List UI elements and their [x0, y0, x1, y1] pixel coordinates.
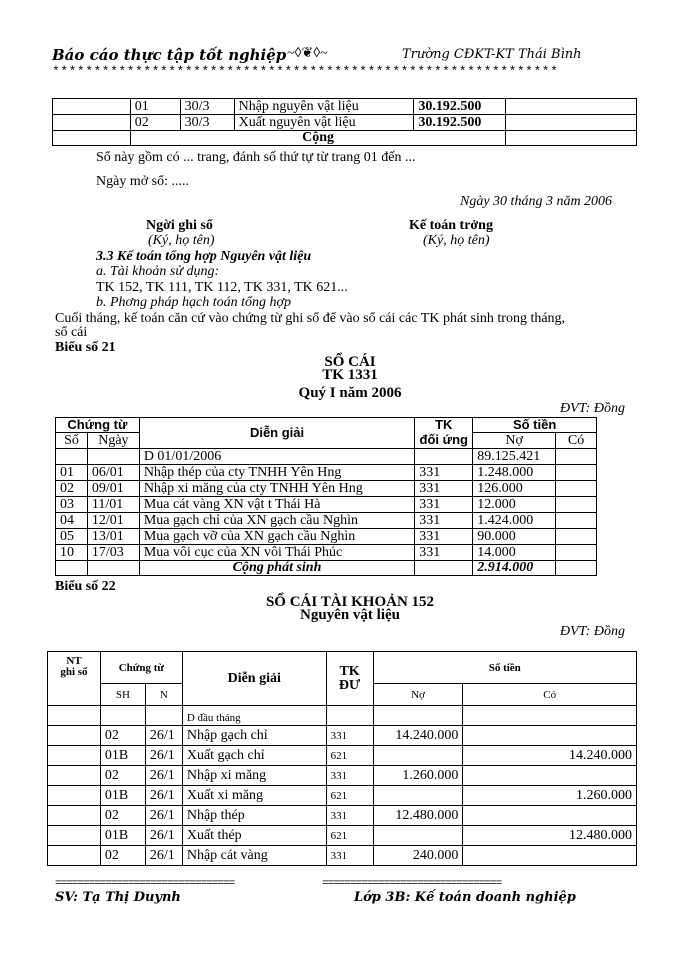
header-credit: Có	[463, 684, 637, 706]
row-tk: 621	[326, 826, 373, 846]
subsection-b: b. Phơng pháp hạch toán tổng hợp	[96, 295, 291, 310]
row-debit: 90.000	[473, 529, 556, 545]
row-sh: 02	[100, 766, 145, 786]
header-tk-line1: TK	[339, 663, 360, 679]
ledger22-subtitle: Nguyên vật liệu	[299, 607, 400, 623]
row-credit	[463, 726, 637, 746]
header-nt-line2: ghi sổ	[60, 666, 88, 678]
table-row	[48, 706, 637, 726]
total-debit: 2.914.000	[473, 561, 556, 576]
table-row	[48, 786, 637, 806]
header-debit: Nợ	[373, 684, 463, 706]
footer-rule-right: ================================	[322, 878, 502, 890]
header-credit: Có	[556, 433, 597, 449]
accounts-list: TK 152, TK 111, TK 112, TK 331, TK 621...	[96, 280, 348, 295]
row-desc: Mua cát vàng XN vật t Thái Hà	[139, 497, 414, 513]
ledger21-account: TK 1331	[322, 367, 378, 383]
header-description: Diễn giải	[139, 418, 414, 449]
signer-right-sub: (Ký, họ tên)	[423, 233, 490, 248]
row-credit	[463, 846, 637, 866]
ledger21-table	[55, 417, 597, 576]
row-tk: 331	[415, 465, 473, 481]
table-row	[48, 826, 637, 846]
row-debit	[373, 786, 463, 806]
row-tk: 331	[415, 545, 473, 561]
row-n: 26/1	[145, 806, 182, 826]
row-no: 02	[56, 481, 88, 497]
row-desc: Nhập xi măng của cty TNHH Yên Hng	[139, 481, 414, 497]
row-date: 30/3	[180, 115, 234, 131]
footer-rule-left: ================================	[55, 878, 235, 890]
row-desc: Nhập cát vàng	[182, 846, 326, 866]
subsection-a: a. Tài khoản sử dụng:	[96, 264, 220, 279]
footer-class: Lớp 3B: Kế toán doanh nghiệp	[354, 890, 576, 905]
header-nt-line1: NT	[66, 655, 82, 667]
table-row	[48, 746, 637, 766]
header-star-rule: *************************************************************	[52, 64, 559, 79]
row-date: 13/01	[87, 529, 139, 545]
row-desc: Nhập gạch chỉ	[182, 726, 326, 746]
row-sh: 01B	[100, 826, 145, 846]
row-tk: 331	[326, 766, 373, 786]
header-ornament-icon: ~◊❦◊~	[287, 46, 328, 61]
header-tk-contra: đối ứng	[415, 433, 473, 449]
row-tk: 331	[326, 726, 373, 746]
row-n: 26/1	[145, 786, 182, 806]
row-debit: 14.000	[473, 545, 556, 561]
row-sh: 01B	[100, 786, 145, 806]
header-no: Số	[56, 433, 88, 449]
header-tk-line2: ĐƯ	[338, 677, 361, 693]
header-report-title: Báo cáo thực tập tốt nghiệp	[52, 46, 287, 64]
header-tk	[326, 652, 373, 706]
table-row	[56, 465, 597, 481]
row-date: 09/01	[87, 481, 139, 497]
header-nt	[48, 652, 101, 706]
table-row	[56, 481, 597, 497]
row-no: 02	[130, 115, 180, 131]
table-row	[53, 115, 637, 131]
table-row	[48, 766, 637, 786]
table-row	[53, 131, 637, 146]
header-n: N	[145, 684, 182, 706]
table-row	[48, 806, 637, 826]
row-tk: 621	[326, 746, 373, 766]
total-label: Cộng phát sinh	[139, 561, 414, 576]
header-tk: TK	[415, 418, 473, 433]
row-date: 12/01	[87, 513, 139, 529]
header-sh: SH	[100, 684, 145, 706]
row-debit: 1.260.000	[373, 766, 463, 786]
row-credit	[463, 766, 637, 786]
paragraph-line1: Cuối tháng, kế toán căn cứ vào chứng từ ghi sổ để vào sổ cái các TK phát sinh trong tháng,	[55, 311, 566, 326]
row-debit	[373, 746, 463, 766]
signer-right-title: Kế toán trởng	[409, 218, 493, 233]
header-description: Diễn giải	[182, 652, 326, 706]
book-open-date: Ngày mở sổ: .....	[96, 174, 189, 189]
opening-balance-debit: 89.125.421	[473, 449, 556, 465]
row-tk: 331	[326, 806, 373, 826]
row-desc: Nhập nguyên vật liệu	[234, 99, 414, 115]
row-desc: Xuất xi măng	[182, 786, 326, 806]
header-debit: Nợ	[473, 433, 556, 449]
row-tk: 331	[326, 846, 373, 866]
header-school-name: Trường CĐKT-KT Thái Bình	[402, 47, 582, 62]
row-desc: Xuất gạch chỉ	[182, 746, 326, 766]
row-debit	[373, 826, 463, 846]
table-row	[48, 726, 637, 746]
header-voucher: Chứng từ	[100, 652, 182, 684]
row-desc: Mua gạch chỉ của XN gạch cầu Nghìn	[139, 513, 414, 529]
row-credit	[463, 806, 637, 826]
row-credit: 14.240.000	[463, 746, 637, 766]
header-amount: Số tiền	[473, 418, 597, 433]
row-desc: Nhập thép của cty TNHH Yên Hng	[139, 465, 414, 481]
row-sh: 02	[100, 726, 145, 746]
table-header-row	[48, 652, 637, 684]
ledger22-unit: ĐVT: Đồng	[560, 624, 625, 639]
ledger21-period: Quý I năm 2006	[298, 385, 402, 401]
row-n: 26/1	[145, 746, 182, 766]
header-date: Ngày	[87, 433, 139, 449]
row-tk: 331	[415, 497, 473, 513]
total-label: Cộng	[130, 131, 506, 146]
top-summary-table	[52, 98, 637, 146]
table-row	[56, 529, 597, 545]
ledger21-title: SỔ CÁI	[324, 354, 376, 370]
row-date: 17/03	[87, 545, 139, 561]
section-title: 3.3 Kế toán tổng hợp Nguyên vật liệu	[96, 249, 312, 264]
table-total-row	[56, 561, 597, 576]
signature-date: Ngày 30 tháng 3 năm 2006	[460, 194, 613, 209]
row-n: 26/1	[145, 726, 182, 746]
row-debit: 14.240.000	[373, 726, 463, 746]
row-credit: 12.480.000	[463, 826, 637, 846]
table-row	[56, 449, 597, 465]
row-no: 05	[56, 529, 88, 545]
row-sh: 02	[100, 806, 145, 826]
row-desc: Xuất thép	[182, 826, 326, 846]
table-header-row	[56, 418, 597, 433]
row-desc: Nhập xi măng	[182, 766, 326, 786]
row-date: 30/3	[180, 99, 234, 115]
row-tk: 331	[415, 481, 473, 497]
ledger22-table	[47, 651, 637, 866]
row-no: 10	[56, 545, 88, 561]
header-voucher: Chứng từ	[56, 418, 140, 433]
footer-student: SV: Tạ Thị Duynh	[55, 890, 181, 905]
row-amount: 30.192.500	[414, 115, 506, 131]
exhibit-22-label: Biểu số 22	[55, 579, 116, 594]
row-credit: 1.260.000	[463, 786, 637, 806]
row-desc: Xuất nguyên vật liệu	[234, 115, 414, 131]
header-amount: Số tiền	[373, 652, 636, 684]
book-pages-note: Sổ này gồm có ... trang, đánh số thứ tự từ trang 01 đến ...	[96, 150, 416, 165]
paragraph-line2: sổ cái	[55, 325, 88, 340]
row-n: 26/1	[145, 826, 182, 846]
row-debit: 126.000	[473, 481, 556, 497]
opening-balance-desc: D đầu tháng	[182, 706, 326, 726]
exhibit-21-label: Biểu số 21	[55, 340, 116, 355]
row-no: 04	[56, 513, 88, 529]
row-tk: 331	[415, 529, 473, 545]
row-debit: 12.480.000	[373, 806, 463, 826]
row-n: 26/1	[145, 766, 182, 786]
ledger21-unit: ĐVT: Đồng	[560, 401, 625, 416]
table-row	[48, 846, 637, 866]
row-tk: 331	[415, 513, 473, 529]
row-no: 01	[130, 99, 180, 115]
row-date: 11/01	[87, 497, 139, 513]
row-n: 26/1	[145, 846, 182, 866]
table-row	[56, 545, 597, 561]
row-desc: Mua gạch vỡ của XN gạch cầu Nghìn	[139, 529, 414, 545]
table-row	[56, 497, 597, 513]
row-debit: 240.000	[373, 846, 463, 866]
row-debit: 1.248.000	[473, 465, 556, 481]
row-date: 06/01	[87, 465, 139, 481]
opening-balance-desc: D 01/01/2006	[139, 449, 414, 465]
row-no: 03	[56, 497, 88, 513]
row-sh: 01B	[100, 746, 145, 766]
row-desc: Nhập thép	[182, 806, 326, 826]
row-no: 01	[56, 465, 88, 481]
row-debit: 1.424.000	[473, 513, 556, 529]
row-desc: Mua vôi cục của XN vôi Thái Phúc	[139, 545, 414, 561]
table-row	[53, 99, 637, 115]
table-row	[56, 513, 597, 529]
row-debit: 12.000	[473, 497, 556, 513]
signer-left-title: Ngời ghi sổ	[146, 218, 213, 233]
ledger22-title: SỔ CÁI TÀI KHOẢN 152	[265, 594, 435, 610]
row-amount: 30.192.500	[414, 99, 506, 115]
row-tk: 621	[326, 786, 373, 806]
signer-left-sub: (Ký, họ tên)	[148, 233, 215, 248]
row-sh: 02	[100, 846, 145, 866]
